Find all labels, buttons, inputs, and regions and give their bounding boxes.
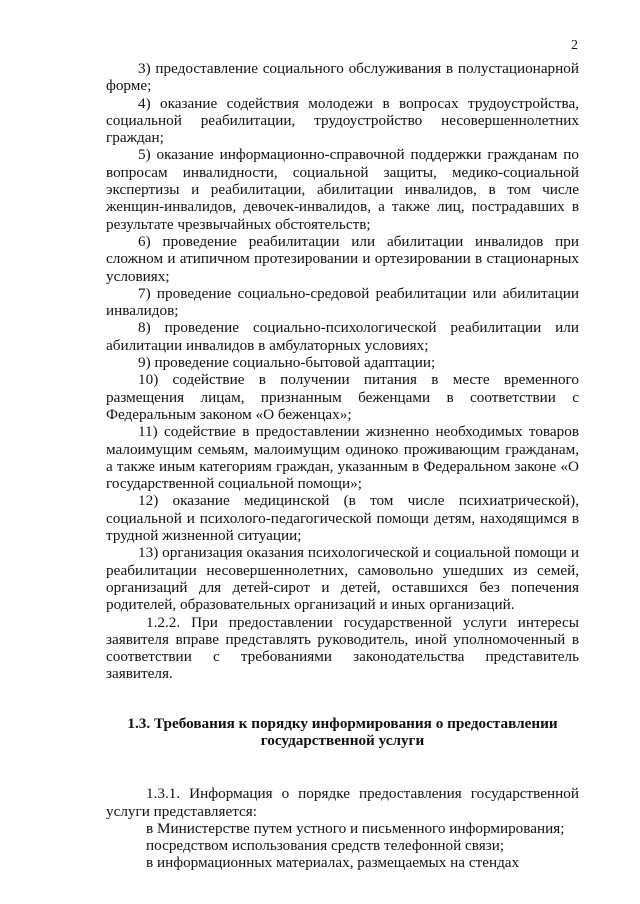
paragraph-item-10: 10) содействие в получении питания в месте временного размещения лицам, признанным беженцами в соответствии с Федеральным законом «О беженцах»; [106, 371, 579, 423]
section-heading-line-2: государственной услуги [260, 731, 425, 749]
paragraph-item-11: 11) содействие в предоставлении жизненно необходимых товаров малоимущим семьям, малоимущим одиноко проживающим гражданам, а также иным категориям граждан, указанным в Федеральном законе «О государственной социальной помощи»; [106, 423, 579, 493]
info-method-ministry: в Министерстве путем устного и письменного информирования; [146, 819, 565, 837]
paragraph-item-5: 5) оказание информационно-справочной поддержки гражданам по вопросам инвалидности, социальной защиты, медико-социальной экспертизы и реабилитации, абилитации инвалидов, в том числе женщин-инвалидов, девочек-инвалидов, а также лиц, пострадавших в результате чрезвычайных обстоятельств; [106, 146, 579, 233]
info-method-stands: в информационных материалах, размещаемых на стендах [146, 854, 520, 872]
paragraph-item-6: 6) проведение реабилитации или абилитации инвалидов при сложном и атипичном протезировании и ортезировании в стационарных условиях; [106, 232, 579, 285]
paragraph-item-3: 3) предоставление социального обслуживания в полустационарной форме; [106, 60, 579, 95]
paragraph-item-13: 13) организация оказания психологической и социальной помощи и реабилитации несовершеннолетних, самовольно ушедших из семей, организаций для детей-сирот и детей, оставшихся без попечения родителей, образовательных организаций и иных организаций. [106, 544, 579, 614]
paragraph-1-2-2: 1.2.2. При предоставлении государственной услуги интересы заявителя вправе представлять руководитель, иной уполномоченный в соответствии с требованиями законодательства представитель заявителя. [106, 613, 579, 683]
paragraph-item-7: 7) проведение социально-средовой реабилитации или абилитации инвалидов; [106, 284, 579, 320]
paragraph-1-3-1: 1.3.1. Информация о порядке предоставления государственной услуги представляется: [106, 785, 579, 820]
page-number: 2 [571, 38, 578, 53]
section-heading [106, 715, 579, 750]
section-heading-line-1: 1.3. Требования к порядку информирования о предоставлении [127, 714, 558, 732]
paragraph-item-9: 9) проведение социально-бытовой адаптации; [138, 354, 436, 372]
document-body [106, 60, 579, 872]
paragraph-item-4: 4) оказание содействия молодежи в вопросах трудоустройства, социальной реабилитации, трудоустройство несовершеннолетних граждан; [106, 94, 579, 147]
paragraph-item-12: 12) оказание медицинской (в том числе психиатрической), социальной и психолого-педагогической помощи детям, находящимся в трудной жизненной ситуации; [106, 492, 579, 545]
paragraph-item-8: 8) проведение социально-психологической реабилитации или абилитации инвалидов в амбулаторных условиях; [106, 319, 579, 354]
info-method-phone: посредством использования средств телефонной связи; [146, 837, 505, 855]
